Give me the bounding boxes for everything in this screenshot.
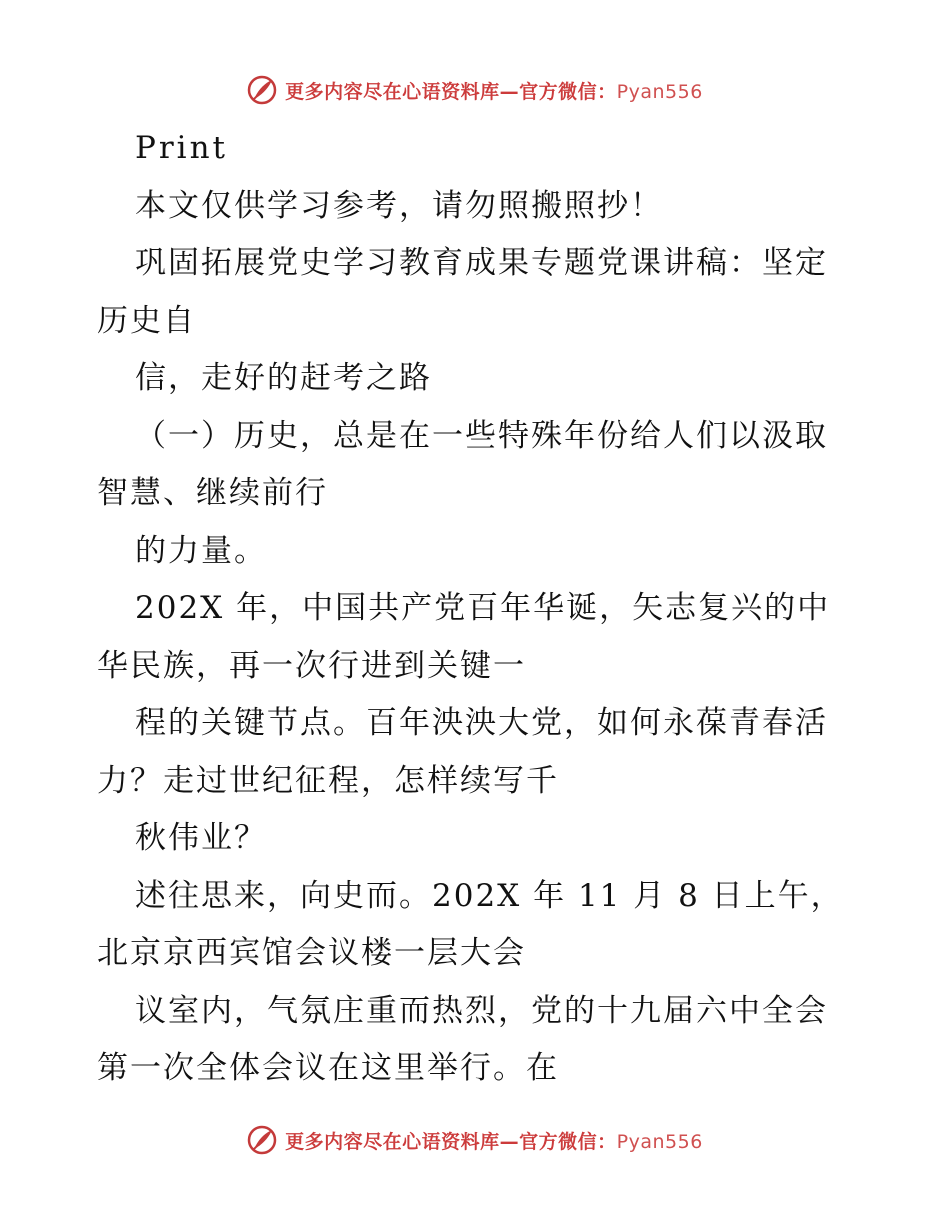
feather-pen-logo-icon <box>247 75 277 105</box>
text-line: 信，走好的赶考之路 <box>135 360 432 396</box>
text-line: 秋伟业？ <box>135 820 267 856</box>
header-watermark <box>0 70 950 110</box>
text-line: 力？走过世纪征程，怎样续写千 <box>97 762 559 799</box>
text-line: 智慧、继续前行 <box>97 475 328 511</box>
watermark-text: 更多内容尽在心语资料库—官方微信：Pyan556 <box>285 1130 703 1153</box>
text-line: 述往思来，向史而。202X 年 11 月 8 日上午， <box>135 877 844 914</box>
document-body <box>97 120 857 1098</box>
text-line: 第一次全体会议在这里举行。在 <box>97 1050 559 1086</box>
footer-watermark <box>0 1120 950 1160</box>
watermark-text: 更多内容尽在心语资料库—官方微信：Pyan556 <box>285 80 703 103</box>
text-line: 历史自 <box>97 302 196 339</box>
text-line: 的力量。 <box>135 532 267 569</box>
text-line: （一）历史，总是在一些特殊年份给人们以汲取 <box>135 417 828 454</box>
text-line: 华民族，再一次行进到关键一 <box>97 647 526 684</box>
text-line: 巩固拓展党史学习教育成果专题党课讲稿：坚定 <box>135 245 828 281</box>
text-line: 本文仅供学习参考，请勿照搬照抄！ <box>135 187 663 224</box>
text-line: 北京京西宾馆会议楼一层大会 <box>97 935 526 971</box>
text-line: Print <box>135 130 229 166</box>
text-line: 程的关键节点。百年泱泱大党，如何永葆青春活 <box>135 705 828 741</box>
text-line: 202X 年，中国共产党百年华诞，矢志复兴的中 <box>135 590 831 626</box>
text-line: 议室内，气氛庄重而热烈，党的十九届六中全会 <box>135 992 828 1029</box>
feather-pen-logo-icon <box>247 1125 277 1155</box>
